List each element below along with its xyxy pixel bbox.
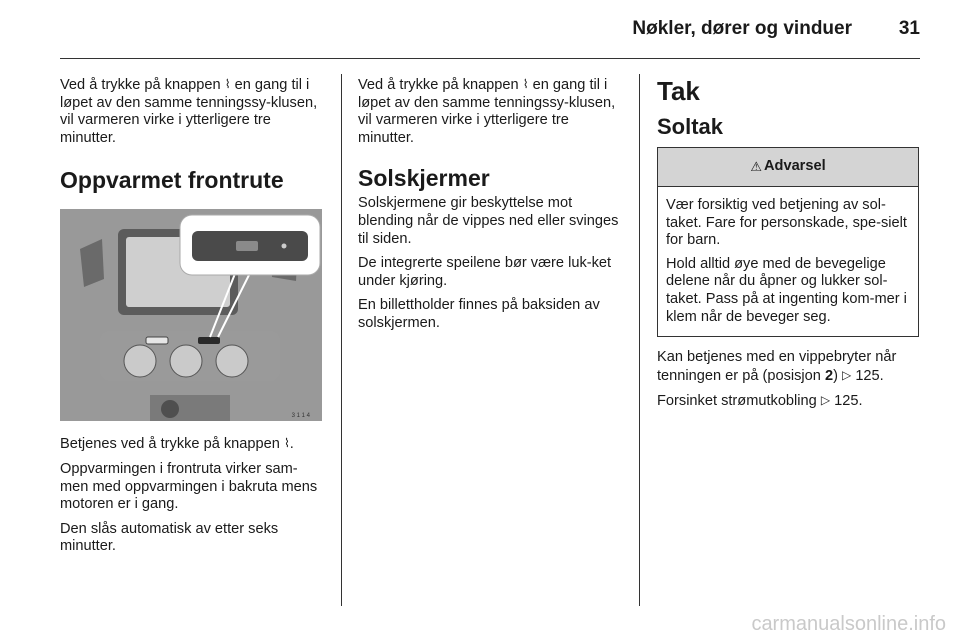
warning-title: Advarsel [764, 158, 826, 175]
warning-header [658, 148, 918, 187]
intro-paragraph [358, 76, 624, 147]
chapter-title: Nøkler, dører og vinduer [632, 18, 852, 39]
intro-paragraph [60, 76, 326, 147]
page-header [60, 0, 920, 59]
intro-text-cont: en gang til i løpet av den samme tenningssy-klusen, vil varmeren virke i ytterligere tre minutter. [358, 77, 616, 146]
paragraph-text-end: . [289, 436, 294, 453]
paragraph: Oppvarmingen i frontruta virker sam-men med oppvarmingen i bakruta mens motoren er i gang. [60, 460, 318, 513]
warning-paragraph: Hold alltid øye med de bevegelige delene når du åpner og lukker sol-taket. Pass på at ingenting kom-mer i klem når de beveger seg. [666, 255, 907, 325]
paragraph [60, 435, 326, 454]
intro-text-cont: en gang til i løpet av den samme tenningssy-klusen, vil varmeren virke i ytterligere tre minutter. [60, 77, 318, 146]
paragraph: Solskjermene gir beskyttelse mot blending når de vippes ned eller svinges til siden. [358, 195, 619, 247]
paragraph-text: Betjenes ved å trykke på knappen [60, 436, 280, 453]
paragraph-text: Kan betjenes med en vippebryter når tenningen er på (posisjon [657, 349, 897, 384]
column-divider [639, 74, 640, 606]
column-3 [657, 76, 921, 418]
position-number: 2 [824, 367, 834, 384]
paragraph [657, 349, 921, 385]
photo-label: 3 1 1 4 [291, 413, 310, 420]
page-number: 31 [898, 18, 920, 39]
warning-paragraph: Vær forsiktig ved betjening av sol-taket. Fare for personskade, spe-sielt for barn. [666, 197, 907, 249]
column-1 [60, 76, 326, 563]
page-reference[interactable]: 125. [855, 367, 884, 384]
column-divider [341, 74, 342, 606]
page-reference[interactable]: 125. [834, 393, 863, 410]
warning-box [657, 147, 919, 337]
column-2 [358, 76, 624, 340]
page-ref-icon: ▷ [842, 367, 852, 382]
paragraph: Den slås automatisk av etter seks minutter. [60, 520, 279, 555]
defrost-icon: ⌇ [522, 77, 529, 91]
chapter-heading: Tak [657, 76, 700, 106]
paragraph-text: ) [833, 367, 838, 384]
paragraph: De integrerte speilene bør være luk-ket under kjøring. [358, 255, 612, 289]
defrost-icon: ⌇ [224, 77, 231, 91]
warning-triangle-icon: ⚠ [750, 159, 762, 175]
section-heading: Solskjermer [358, 165, 490, 192]
page-ref-icon: ▷ [820, 393, 831, 408]
paragraph: En billettholder finnes på baksiden av solskjermen. [358, 297, 600, 331]
defrost-icon: ⌇ [283, 436, 290, 451]
intro-text: Ved å trykke på knappen [60, 77, 221, 93]
paragraph-text: Forsinket strømutkobling [657, 393, 817, 410]
subsection-heading: Soltak [657, 114, 724, 139]
paragraph [657, 392, 921, 411]
warning-body [658, 187, 918, 336]
watermark: carmanualsonline.info [751, 613, 946, 635]
intro-text: Ved å trykke på knappen [358, 77, 519, 93]
section-heading: Oppvarmet frontrute [60, 167, 284, 194]
dashboard-photo [60, 209, 322, 421]
